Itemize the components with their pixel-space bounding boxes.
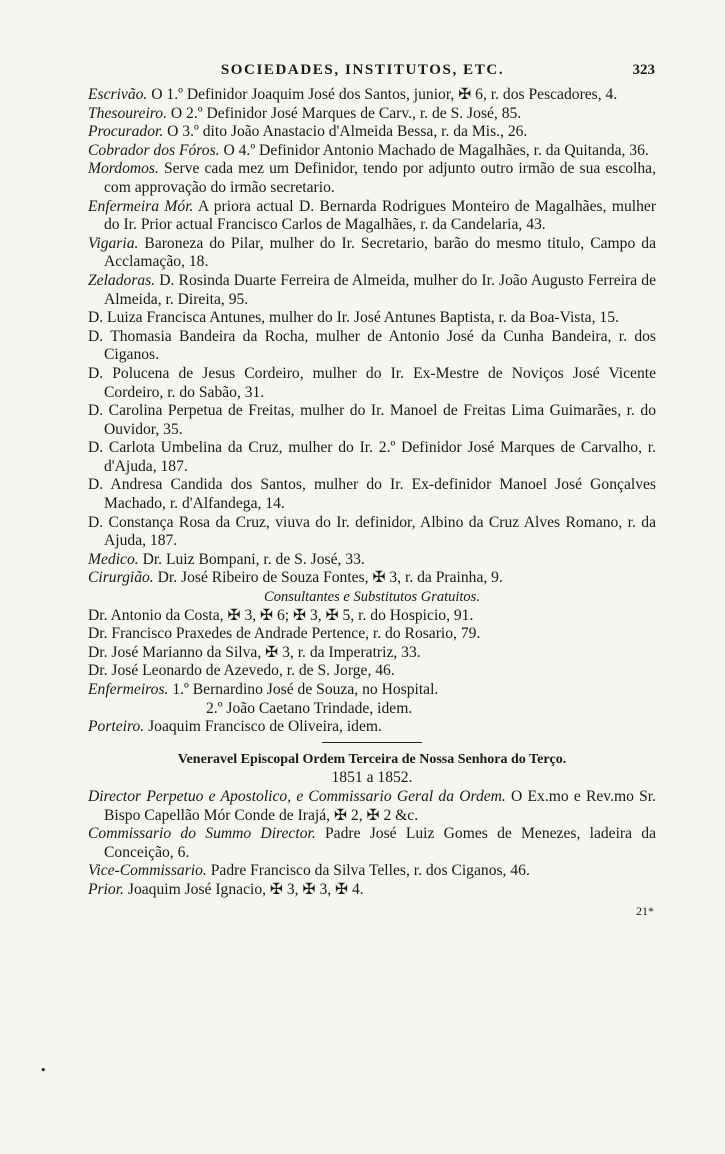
order-officers-list: [88, 788, 656, 900]
entry: [88, 309, 656, 328]
entry: [88, 365, 656, 402]
entry-label: Commissario do Summo Director.: [88, 825, 316, 843]
entry-text: D. Luiza Francisca Antunes, mulher do Ir. José Antunes Baptista, r. da Boa-Vista, 15.: [88, 309, 619, 327]
entry-label: Prior.: [88, 880, 124, 898]
entry-label: Porteiro.: [88, 718, 145, 736]
entry-text: Padre José Luiz Gomes de Menezes, ladeira da Conceição, 6.: [104, 825, 656, 861]
page-number: 323: [632, 62, 655, 78]
entry-label: Medico.: [88, 550, 139, 568]
signature-mark: 21*: [636, 903, 654, 918]
entry: [88, 625, 656, 644]
entry: [88, 142, 656, 161]
entry-text: 1.º Bernardino José de Souza, no Hospital.: [172, 681, 439, 698]
entry-label: Zeladoras.: [88, 271, 156, 289]
entry-text: Baroneza do Pilar, mulher do Ir. Secretario, barão do mesmo titulo, Campo da Acclamação, 18.: [104, 234, 656, 271]
entry-text: Dr. José Leonardo de Azevedo, r. de S. Jorge, 46.: [88, 662, 395, 680]
entry: [88, 402, 656, 439]
entry: [88, 105, 656, 124]
entry: [88, 198, 656, 235]
entry-label: Procurador.: [88, 123, 164, 141]
entry-text: Dr. José Marianno da Silva, ✠ 3, r. da Imperatriz, 33.: [88, 643, 421, 661]
consultants-list: [88, 607, 656, 700]
entry-label: Vice-Commissario.: [88, 862, 207, 880]
margin-bullet: •: [40, 1064, 47, 1077]
entry: [88, 662, 656, 681]
running-header: [0, 62, 725, 84]
entry-text: Dr. Luiz Bompani, r. de S. José, 33.: [142, 550, 365, 568]
entry-text: O Ex.mo e Rev.mo Sr. Bispo Capellão Mór Conde de Irajá, ✠ 2, ✠ 2 &c.: [104, 787, 656, 824]
consultants-subheading: Consultantes e Substitutos Gratuitos.: [264, 589, 480, 606]
entry-text: A priora actual D. Bernarda Rodrigues Monteiro de Magalhães, mulher do Ir. Prior actual Francisco Carlos de Magalhães, r. da Candelaria, 43.: [104, 197, 657, 234]
entry: [88, 272, 656, 309]
page-body: [88, 86, 656, 920]
entry: [88, 825, 656, 862]
entry: [88, 788, 656, 825]
entry-text: Padre Francisco da Silva Telles, r. dos Ciganos, 46.: [210, 862, 530, 880]
entry-text: Joaquim Francisco de Oliveira, idem.: [148, 718, 382, 736]
entry-text: Dr. Francisco Praxedes de Andrade Pertence, r. do Rosario, 79.: [88, 625, 481, 643]
entry: [88, 607, 656, 626]
section-years: 1851 a 1852.: [331, 769, 413, 787]
entry: [88, 551, 656, 570]
entry-label: Escrivão.: [88, 86, 148, 103]
entry-label: Thesoureiro.: [88, 104, 167, 122]
entry-text: O 1.º Definidor Joaquim José dos Santos, junior, ✠ 6, r. dos Pescadores, 4.: [151, 86, 618, 103]
entry: [88, 328, 656, 365]
running-title: SOCIEDADES, INSTITUTOS, ETC.: [220, 62, 505, 78]
entry-text: D. Carolina Perpetua de Freitas, mulher do Ir. Manoel de Freitas Lima Guimarães, r. do Ouvidor, 35.: [88, 402, 656, 438]
entry-text: D. Carlota Umbelina da Cruz, mulher do Ir. 2.º Definidor José Marques de Carvalho, r. d'Ajuda, 187.: [88, 439, 656, 475]
entry-text: Joaquim José Ignacio, ✠ 3, ✠ 3, ✠ 4.: [127, 880, 364, 898]
entry-label: Cobrador dos Fóros.: [88, 141, 220, 159]
entry-text: D. Rosinda Duarte Ferreira de Almeida, mulher do Ir. João Augusto Ferreira de Almeida, r. Direita, 95.: [104, 271, 656, 308]
entry-label: Mordomos.: [88, 160, 159, 178]
entry-text: Dr. José Ribeiro de Souza Fontes, ✠ 3, r. da Prainha, 9.: [157, 569, 503, 587]
entry-text: Serve cada mez um Definidor, tendo por adjunto outro irmão de sua escolha, com approvação do irmão secretario.: [104, 160, 656, 196]
entry: [88, 439, 656, 476]
officers-list: [88, 86, 656, 588]
entry: [88, 569, 656, 588]
nurse-second-line: 2.º João Caetano Trindade, idem.: [206, 699, 413, 717]
entry: [88, 86, 656, 105]
entry-text: O 4.º Definidor Antonio Machado de Magalhães, r. da Quitanda, 36.: [223, 141, 649, 159]
entry-label: Cirurgião.: [88, 569, 154, 587]
entry-text: Dr. Antonio da Costa, ✠ 3, ✠ 6; ✠ 3, ✠ 5, r. do Hospicio, 91.: [88, 606, 474, 624]
entry-text: O 3.º dito João Anastacio d'Almeida Bessa, r. da Mis., 26.: [167, 123, 528, 141]
entry-label: Director Perpetuo e Apostolico, e Commissario Geral da Ordem.: [88, 787, 506, 805]
entry: [88, 862, 656, 881]
entry: [88, 160, 656, 197]
entry: [88, 123, 656, 142]
section-title: Veneravel Episcopal Ordem Terceira de Nossa Senhora do Terço.: [177, 751, 567, 767]
entry: [88, 644, 656, 663]
entry-text: O 2.º Definidor José Marques de Carv., r. de S. José, 85.: [170, 104, 522, 122]
entry-text: D. Constança Rosa da Cruz, viuva do Ir. definidor, Albino da Cruz Alves Romano, r. da Ajuda, 187.: [88, 513, 656, 550]
entry-text: D. Andresa Candida dos Santos, mulher do Ir. Ex-definidor Manoel José Gonçalves Machado, r. d'Alfandega, 14.: [88, 476, 656, 513]
entry: [88, 681, 656, 700]
entry-label: Enfermeiros.: [88, 681, 169, 698]
entry: [88, 476, 656, 513]
entry-label: Vigaria.: [88, 234, 139, 252]
entry-text: D. Thomasia Bandeira da Rocha, mulher de Antonio José da Cunha Bandeira, r. dos Ciganos.: [88, 327, 656, 364]
entry: [88, 235, 656, 272]
section-divider: [322, 742, 422, 743]
entry-text: D. Polucena de Jesus Cordeiro, mulher do Ir. Ex-Mestre de Noviços José Vicente Cordeiro, r. do Sabão, 31.: [88, 364, 656, 401]
entry-label: Enfermeira Mór.: [88, 197, 194, 215]
entry: [88, 881, 656, 900]
entry: [88, 514, 656, 551]
porter-entry: [88, 718, 656, 737]
